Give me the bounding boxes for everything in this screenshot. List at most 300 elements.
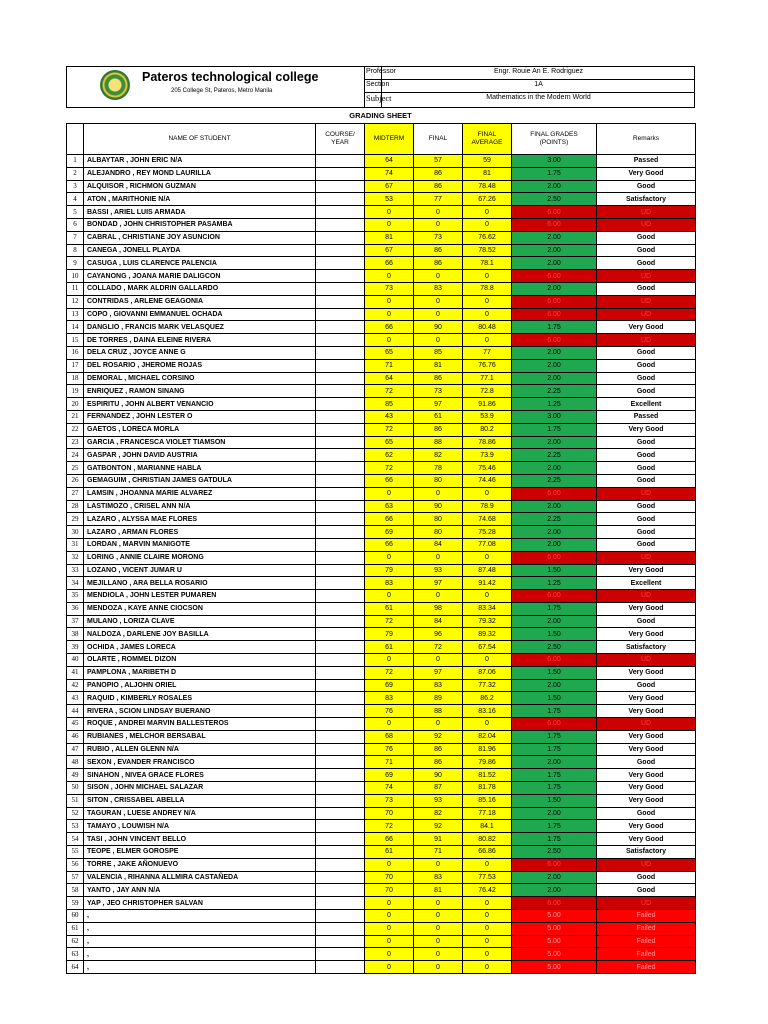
student-name: DELA CRUZ , JOYCE ANNE G xyxy=(84,346,316,359)
final-grade: 2.25 xyxy=(512,513,597,526)
row-number: 10 xyxy=(67,270,84,283)
final-score: 86 xyxy=(414,423,463,436)
table-row xyxy=(67,180,696,193)
midterm-score: 72 xyxy=(365,820,414,833)
table-row xyxy=(67,308,696,321)
final-average: 81 xyxy=(463,167,512,180)
table-row xyxy=(67,359,696,372)
final-score: 0 xyxy=(414,551,463,564)
row-number: 37 xyxy=(67,615,84,628)
row-number: 26 xyxy=(67,474,84,487)
student-name: , xyxy=(84,948,316,961)
student-name: CONTRIDAS , ARLENE GEAGONIA xyxy=(84,295,316,308)
row-number: 44 xyxy=(67,705,84,718)
final-grade: 2.00 xyxy=(512,359,597,372)
final-grade: 2.00 xyxy=(512,372,597,385)
final-grade: 6.00 xyxy=(512,858,597,871)
student-name: LORDAN , MARVIN MANIGOTE xyxy=(84,538,316,551)
midterm-score: 53 xyxy=(365,193,414,206)
table-row xyxy=(67,538,696,551)
student-name: MENDIOLA , JOHN LESTER PUMAREN xyxy=(84,590,316,603)
final-score: 89 xyxy=(414,692,463,705)
midterm-score: 63 xyxy=(365,500,414,513)
final-score: 91 xyxy=(414,833,463,846)
final-score: 0 xyxy=(414,590,463,603)
final-score: 85 xyxy=(414,346,463,359)
remarks: Good xyxy=(597,372,696,385)
remarks: UD xyxy=(597,334,696,347)
row-number: 27 xyxy=(67,487,84,500)
final-score: 77 xyxy=(414,193,463,206)
final-score: 57 xyxy=(414,155,463,168)
student-course xyxy=(316,628,365,641)
table-row xyxy=(67,244,696,257)
final-grade: 6.00 xyxy=(512,270,597,283)
midterm-score: 67 xyxy=(365,244,414,257)
final-grade: 6.00 xyxy=(512,551,597,564)
midterm-score: 79 xyxy=(365,564,414,577)
final-average: 85.16 xyxy=(463,794,512,807)
number-header xyxy=(67,124,84,155)
table-row xyxy=(67,321,696,334)
midterm-score: 66 xyxy=(365,513,414,526)
row-number: 55 xyxy=(67,846,84,859)
student-name: CANEGA , JONELL PLAYDA xyxy=(84,244,316,257)
row-number: 39 xyxy=(67,641,84,654)
final-average: 0 xyxy=(463,218,512,231)
final-score: 86 xyxy=(414,257,463,270)
final-grade: 1.75 xyxy=(512,602,597,615)
final-grade: 2.00 xyxy=(512,871,597,884)
remarks: Very Good xyxy=(597,564,696,577)
remarks: Failed xyxy=(597,922,696,935)
final-score: 97 xyxy=(414,666,463,679)
final-score: 0 xyxy=(414,935,463,948)
table-row xyxy=(67,577,696,590)
final-average: 0 xyxy=(463,948,512,961)
final-grade: 2.00 xyxy=(512,244,597,257)
final-grade: 2.00 xyxy=(512,462,597,475)
row-number: 25 xyxy=(67,462,84,475)
final-score: 83 xyxy=(414,679,463,692)
student-name: VALENCIA , RIHANNA ALLMIRA CASTAÑEDA xyxy=(84,871,316,884)
student-name: GARCIA , FRANCESCA VIOLET TIAMSON xyxy=(84,436,316,449)
final-average: 80.82 xyxy=(463,833,512,846)
final-grade: 6.00 xyxy=(512,295,597,308)
midterm-score: 70 xyxy=(365,807,414,820)
subject-label: Subject xyxy=(366,93,392,103)
midterm-score: 0 xyxy=(365,590,414,603)
midterm-score: 73 xyxy=(365,282,414,295)
remarks: Good xyxy=(597,231,696,244)
remarks: Good xyxy=(597,449,696,462)
final-score: 0 xyxy=(414,922,463,935)
remarks: Very Good xyxy=(597,769,696,782)
final-score: 0 xyxy=(414,270,463,283)
midterm-score: 85 xyxy=(365,398,414,411)
remarks: Good xyxy=(597,257,696,270)
table-row xyxy=(67,372,696,385)
class-info xyxy=(364,67,694,107)
student-course xyxy=(316,538,365,551)
remarks: Very Good xyxy=(597,167,696,180)
student-name: MENDOZA , KAYE ANNE CIOCSON xyxy=(84,602,316,615)
final-score: 0 xyxy=(414,308,463,321)
table-row xyxy=(67,449,696,462)
table-row xyxy=(67,948,696,961)
final-grade: 2.00 xyxy=(512,180,597,193)
midterm-score: 0 xyxy=(365,206,414,219)
final-average: 0 xyxy=(463,295,512,308)
row-number: 1 xyxy=(67,155,84,168)
final-grade: 3.00 xyxy=(512,155,597,168)
student-name: MULANO , LORIZA CLAVE xyxy=(84,615,316,628)
row-number: 53 xyxy=(67,820,84,833)
midterm-score: 81 xyxy=(365,231,414,244)
final-average: 78.1 xyxy=(463,257,512,270)
row-number: 63 xyxy=(67,948,84,961)
final-average: 0 xyxy=(463,206,512,219)
professor-row xyxy=(364,67,694,80)
grades-table xyxy=(66,123,696,974)
row-number: 3 xyxy=(67,180,84,193)
student-course xyxy=(316,897,365,910)
midterm-score: 72 xyxy=(365,385,414,398)
student-name: PANOPIO , ALJOHN ORIEL xyxy=(84,679,316,692)
midterm-score: 0 xyxy=(365,858,414,871)
final-grade: 2.50 xyxy=(512,193,597,206)
student-course xyxy=(316,167,365,180)
table-row xyxy=(67,334,696,347)
student-name: CASUGA , LUIS CLARENCE PALENCIA xyxy=(84,257,316,270)
final-score: 83 xyxy=(414,282,463,295)
midterm-score: 66 xyxy=(365,833,414,846)
student-name: SEXON , EVANDER FRANCISCO xyxy=(84,756,316,769)
table-row xyxy=(67,385,696,398)
student-name: YAP , JEO CHRISTOPHER SALVAN xyxy=(84,897,316,910)
remarks: UD xyxy=(597,308,696,321)
final-grade: 5.00 xyxy=(512,961,597,974)
final-grade: 2.25 xyxy=(512,474,597,487)
midterm-score: 0 xyxy=(365,295,414,308)
final-grade: 6.00 xyxy=(512,218,597,231)
midterm-score: 68 xyxy=(365,730,414,743)
student-course xyxy=(316,334,365,347)
final-score: 86 xyxy=(414,244,463,257)
final-grade: 1.75 xyxy=(512,167,597,180)
final-average: 75.28 xyxy=(463,526,512,539)
final-grade: 1.50 xyxy=(512,628,597,641)
name-header: NAME OF STUDENT xyxy=(84,124,316,155)
student-course xyxy=(316,948,365,961)
final-score: 88 xyxy=(414,705,463,718)
table-row xyxy=(67,282,696,295)
final-score: 0 xyxy=(414,961,463,974)
row-number: 45 xyxy=(67,718,84,731)
row-number: 38 xyxy=(67,628,84,641)
student-course xyxy=(316,577,365,590)
midterm-score: 74 xyxy=(365,782,414,795)
final-average: 91.42 xyxy=(463,577,512,590)
row-number: 61 xyxy=(67,922,84,935)
midterm-score: 83 xyxy=(365,577,414,590)
table-row xyxy=(67,500,696,513)
remarks: Good xyxy=(597,436,696,449)
student-name: ALQUISOR , RICHMON GUZMAN xyxy=(84,180,316,193)
remarks: Failed xyxy=(597,961,696,974)
student-course xyxy=(316,372,365,385)
final-score: 96 xyxy=(414,628,463,641)
final-average: 67.54 xyxy=(463,641,512,654)
final-score: 86 xyxy=(414,180,463,193)
remarks: Good xyxy=(597,538,696,551)
final-score: 0 xyxy=(414,910,463,923)
final-average: 87.06 xyxy=(463,666,512,679)
final-average: 83.16 xyxy=(463,705,512,718)
school-seal-icon xyxy=(100,70,130,100)
row-number: 64 xyxy=(67,961,84,974)
final-score: 82 xyxy=(414,807,463,820)
midterm-score: 66 xyxy=(365,321,414,334)
final-average: 77.08 xyxy=(463,538,512,551)
remarks: Good xyxy=(597,474,696,487)
final-grade: 1.75 xyxy=(512,730,597,743)
final-score: 90 xyxy=(414,321,463,334)
remarks: Failed xyxy=(597,910,696,923)
student-name: CABRAL , CHRISTIANE JOY ASUNCION xyxy=(84,231,316,244)
final-average: 78.8 xyxy=(463,282,512,295)
table-row xyxy=(67,423,696,436)
student-course xyxy=(316,423,365,436)
final-average: 0 xyxy=(463,897,512,910)
final-average: 77 xyxy=(463,346,512,359)
row-number: 14 xyxy=(67,321,84,334)
student-name: COLLADO , MARK ALDRIN GALLARDO xyxy=(84,282,316,295)
table-row xyxy=(67,641,696,654)
final-score: 92 xyxy=(414,820,463,833)
row-number: 34 xyxy=(67,577,84,590)
remarks: Very Good xyxy=(597,666,696,679)
final-grade: 1.75 xyxy=(512,833,597,846)
final-average: 74.46 xyxy=(463,474,512,487)
final-score: 93 xyxy=(414,564,463,577)
table-row xyxy=(67,346,696,359)
remarks: Satisfactory xyxy=(597,846,696,859)
final-score: 80 xyxy=(414,526,463,539)
final-grade: 6.00 xyxy=(512,654,597,667)
table-row xyxy=(67,602,696,615)
midterm-score: 66 xyxy=(365,538,414,551)
table-row xyxy=(67,756,696,769)
midterm-score: 64 xyxy=(365,372,414,385)
final-score: 86 xyxy=(414,372,463,385)
final-average: 72.8 xyxy=(463,385,512,398)
student-name: RUBIO , ALLEN GLENN N/A xyxy=(84,743,316,756)
student-name: CAYANONG , JOANA MARIE DALIGCON xyxy=(84,270,316,283)
final-score: 0 xyxy=(414,897,463,910)
table-row xyxy=(67,846,696,859)
midterm-score: 43 xyxy=(365,410,414,423)
row-number: 21 xyxy=(67,410,84,423)
final-average: 0 xyxy=(463,858,512,871)
final-score: 97 xyxy=(414,398,463,411)
remarks: Good xyxy=(597,513,696,526)
student-rows xyxy=(67,155,696,974)
table-row xyxy=(67,730,696,743)
school-info xyxy=(67,67,365,107)
student-course xyxy=(316,449,365,462)
final-grade: 3.00 xyxy=(512,410,597,423)
student-course xyxy=(316,846,365,859)
midterm-score: 0 xyxy=(365,218,414,231)
student-name: LAZARO , ARMAN FLORES xyxy=(84,526,316,539)
final-average: 77.32 xyxy=(463,679,512,692)
school-address: 205 College St, Pateros, Metro Manila xyxy=(171,88,273,94)
table-row xyxy=(67,820,696,833)
student-name: MEJILLANO , ARA BELLA ROSARIO xyxy=(84,577,316,590)
row-number: 22 xyxy=(67,423,84,436)
remarks: Excellent xyxy=(597,577,696,590)
student-name: ALBAYTAR , JOHN ERIC N/A xyxy=(84,155,316,168)
student-course xyxy=(316,218,365,231)
row-number: 9 xyxy=(67,257,84,270)
student-course xyxy=(316,513,365,526)
midterm-score: 65 xyxy=(365,346,414,359)
final-average: 76.42 xyxy=(463,884,512,897)
row-number: 49 xyxy=(67,769,84,782)
table-row xyxy=(67,654,696,667)
remarks: UD xyxy=(597,218,696,231)
final-score: 87 xyxy=(414,782,463,795)
table-row xyxy=(67,628,696,641)
final-score: 78 xyxy=(414,462,463,475)
final-grade: 2.00 xyxy=(512,538,597,551)
final-average: 0 xyxy=(463,935,512,948)
student-course xyxy=(316,282,365,295)
final-average: 76.76 xyxy=(463,359,512,372)
student-course xyxy=(316,858,365,871)
table-row xyxy=(67,871,696,884)
student-name: SITON , CRISSABEL ABELLA xyxy=(84,794,316,807)
final-average: 80.2 xyxy=(463,423,512,436)
student-course xyxy=(316,602,365,615)
midterm-score: 69 xyxy=(365,526,414,539)
midterm-score: 61 xyxy=(365,641,414,654)
student-course xyxy=(316,679,365,692)
remarks: UD xyxy=(597,897,696,910)
final-score: 61 xyxy=(414,410,463,423)
student-name: RAQUID , KIMBERLY ROSALES xyxy=(84,692,316,705)
student-course xyxy=(316,666,365,679)
final-grade: 6.00 xyxy=(512,590,597,603)
remarks: Very Good xyxy=(597,794,696,807)
table-row xyxy=(67,769,696,782)
student-name: GEMAGUIM , CHRISTIAN JAMES GATDULA xyxy=(84,474,316,487)
final-grade: 5.00 xyxy=(512,948,597,961)
final-score: 0 xyxy=(414,487,463,500)
student-course xyxy=(316,833,365,846)
final-score: 73 xyxy=(414,385,463,398)
final-grade: 2.00 xyxy=(512,282,597,295)
final-average: 79.86 xyxy=(463,756,512,769)
remarks-header: Remarks xyxy=(597,124,696,155)
table-row xyxy=(67,462,696,475)
row-number: 57 xyxy=(67,871,84,884)
student-course xyxy=(316,231,365,244)
student-course xyxy=(316,193,365,206)
final-score: 98 xyxy=(414,602,463,615)
final-average: 0 xyxy=(463,654,512,667)
student-course xyxy=(316,871,365,884)
student-name: TEOPE , ELMER GOROSPE xyxy=(84,846,316,859)
midterm-score: 0 xyxy=(365,308,414,321)
student-course xyxy=(316,705,365,718)
final-average: 77.1 xyxy=(463,372,512,385)
final-average: 83.34 xyxy=(463,602,512,615)
remarks: Satisfactory xyxy=(597,193,696,206)
final-average: 89.32 xyxy=(463,628,512,641)
student-course xyxy=(316,487,365,500)
student-name: YANTO , JAY ANN N/A xyxy=(84,884,316,897)
student-course xyxy=(316,180,365,193)
remarks: Good xyxy=(597,359,696,372)
student-name: , xyxy=(84,935,316,948)
remarks: Passed xyxy=(597,155,696,168)
row-number: 62 xyxy=(67,935,84,948)
final-score: 80 xyxy=(414,513,463,526)
final-average-header: FINAL AVERAGE xyxy=(463,124,512,155)
row-number: 59 xyxy=(67,897,84,910)
midterm-score: 71 xyxy=(365,359,414,372)
final-grade: 1.50 xyxy=(512,794,597,807)
final-score: 0 xyxy=(414,858,463,871)
student-name: LASTIMOZO , CRISEL ANN N/A xyxy=(84,500,316,513)
final-score: 90 xyxy=(414,500,463,513)
remarks: UD xyxy=(597,718,696,731)
row-number: 16 xyxy=(67,346,84,359)
final-average: 67.26 xyxy=(463,193,512,206)
student-name: DEL ROSARIO , JHEROME ROJAS xyxy=(84,359,316,372)
midterm-score: 0 xyxy=(365,935,414,948)
student-name: GATBONTON , MARIANNE HABLA xyxy=(84,462,316,475)
remarks: Very Good xyxy=(597,628,696,641)
final-grade: 6.00 xyxy=(512,308,597,321)
final-score: 92 xyxy=(414,730,463,743)
midterm-score: 0 xyxy=(365,718,414,731)
midterm-score: 72 xyxy=(365,462,414,475)
student-course xyxy=(316,155,365,168)
table-row xyxy=(67,794,696,807)
student-course xyxy=(316,730,365,743)
final-score: 86 xyxy=(414,167,463,180)
student-course xyxy=(316,743,365,756)
table-row xyxy=(67,961,696,974)
remarks: Good xyxy=(597,346,696,359)
final-average: 75.46 xyxy=(463,462,512,475)
remarks: UD xyxy=(597,270,696,283)
remarks: Passed xyxy=(597,410,696,423)
student-course xyxy=(316,590,365,603)
midterm-score: 0 xyxy=(365,961,414,974)
row-number: 13 xyxy=(67,308,84,321)
student-course xyxy=(316,308,365,321)
midterm-score: 72 xyxy=(365,423,414,436)
row-number: 8 xyxy=(67,244,84,257)
student-course xyxy=(316,398,365,411)
professor-label: Professor xyxy=(366,68,396,75)
school-name: Pateros technological college xyxy=(142,70,319,84)
final-grade: 6.00 xyxy=(512,897,597,910)
